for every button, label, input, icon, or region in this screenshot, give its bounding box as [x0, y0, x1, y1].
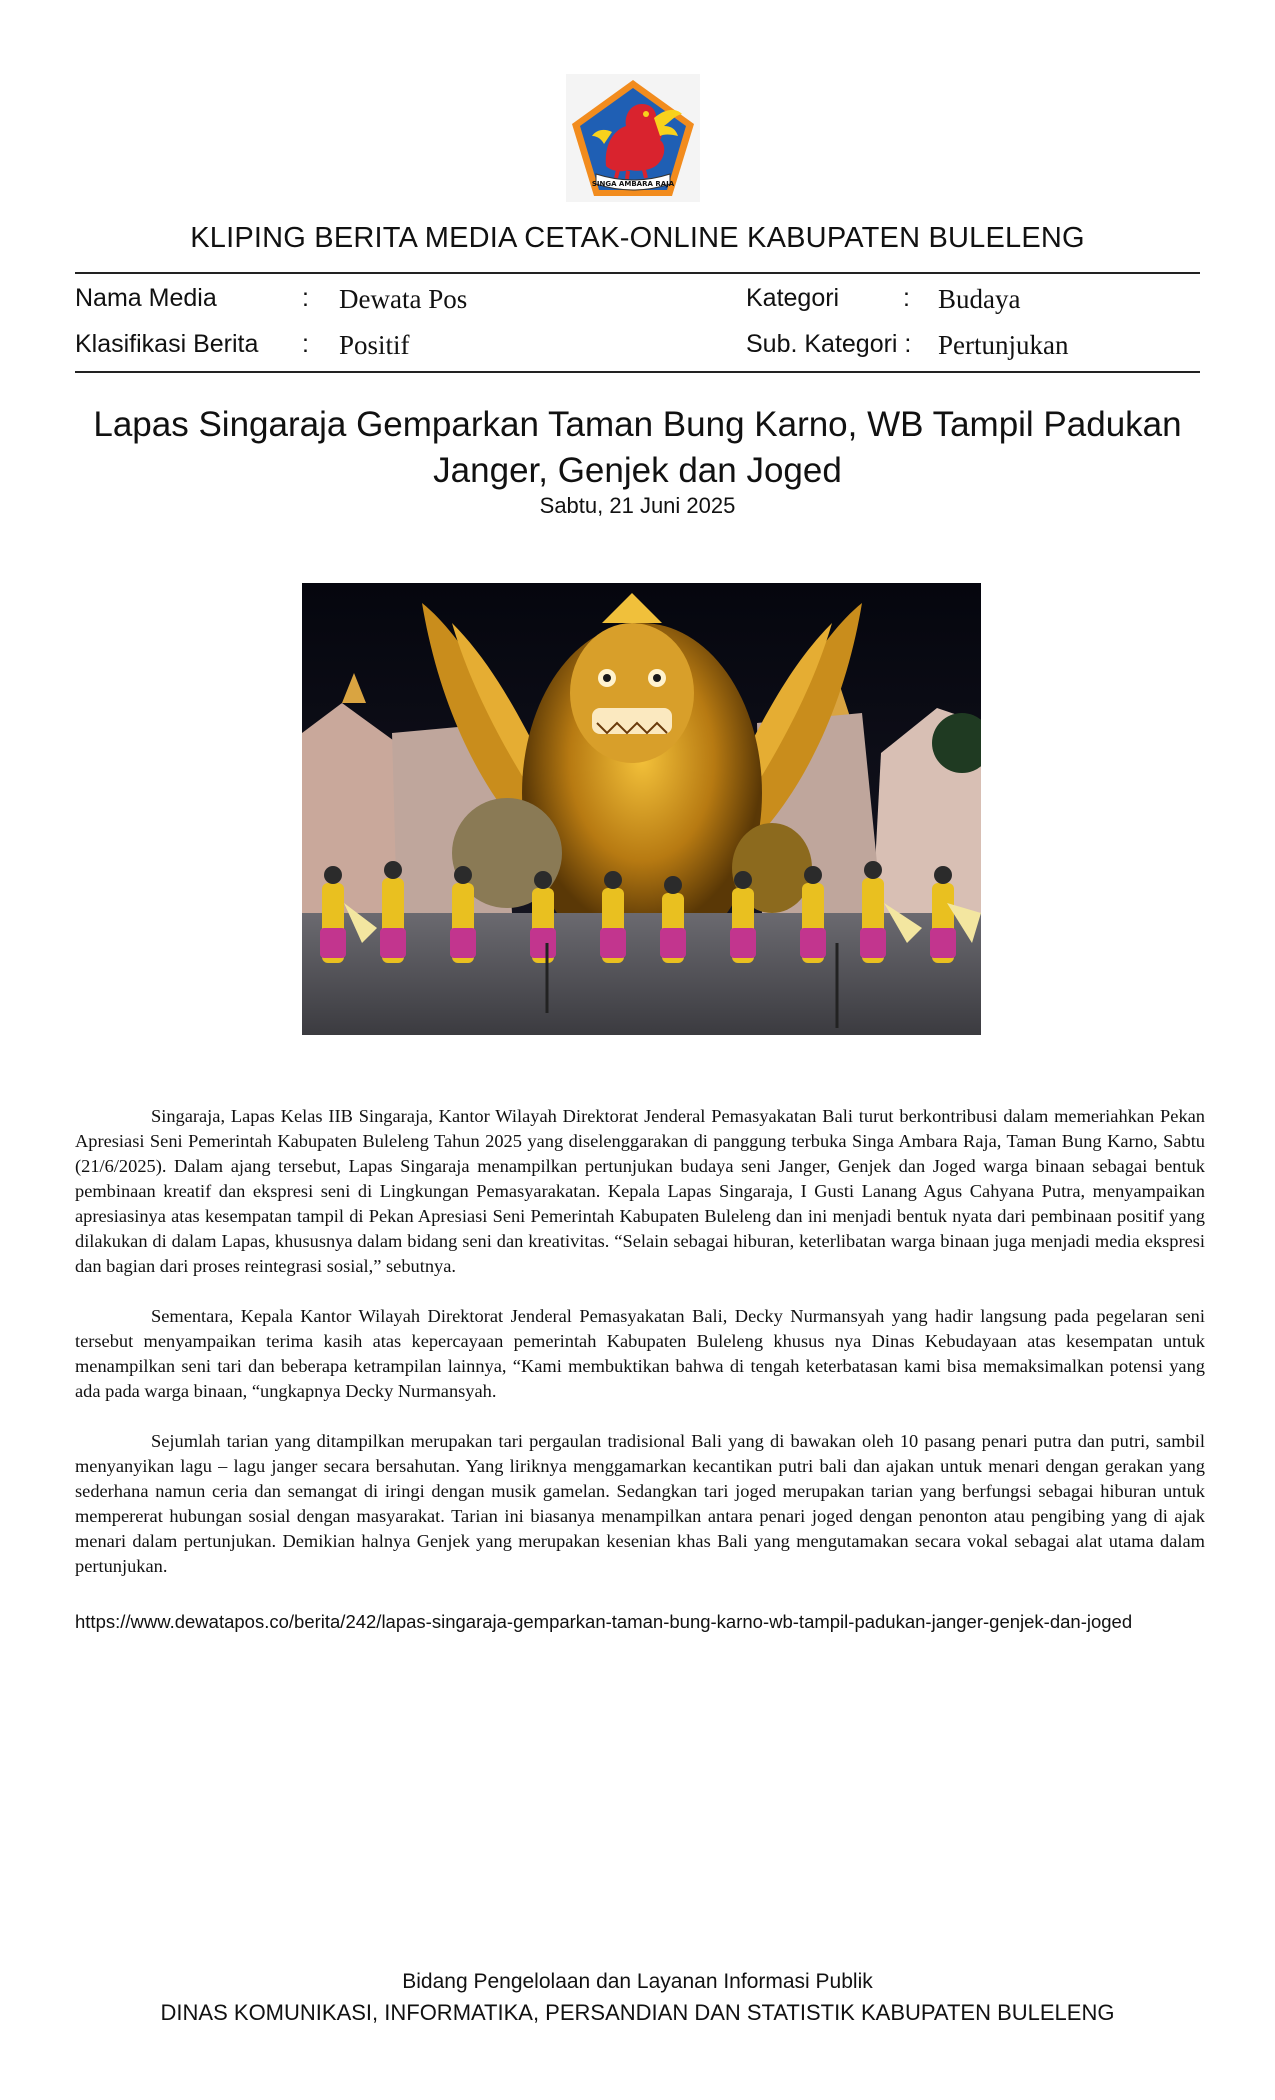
sub-kategori-label: Sub. Kategori :: [746, 330, 912, 358]
klasifikasi-berita-label: Klasifikasi Berita: [75, 330, 259, 358]
article-body: [75, 1104, 1205, 1604]
article-paragraph-2: Sementara, Kepala Kantor Wilayah Direktorat Jenderal Pemasyakatan Bali, Decky Nurmansyah yang hadir langsung pada pegelaran seni tersebut menyampaikan terima kasih atas kepercayaan pemerintah Kabupaten Buleleng khusus nya Dinas Kebudayaan atas kesempatan untuk menampilkan seni tari dan beberapa ketrampilan lainnya, “Kami membuktikan bahwa di tengah keterbatasan kami bisa memaksimalkan potensi yang ada pada warga binaan, “ungkapnya Decky Nurmansyah.: [75, 1306, 1205, 1401]
kategori-label: Kategori: [746, 284, 840, 312]
article-paragraph-3: Sejumlah tarian yang ditampilkan merupakan tari pergaulan tradisional Bali yang di bawakan oleh 10 pasang penari putra dan putri, sambil menyanyikan lagu – lagu janger secara bersahutan. Yang liriknya menggamarkan kecantikan putri bali dan ajakan untuk menari dengan gerakan yang sederhana namun ceria dan semangat di iringi dengan musik gamelan. Sedangkan tari joged merupakan tarian yang berfungsi sebagai hiburan untuk mempererat hubungan sosial dengan masyarakat. Tarian ini biasanya menampilkan antara penari joged dengan penonton atau pengibing yang di ajak menari dalam pertunjukan. Demikian halnya Genjek yang merupakan kesenian khas Bali yang mengutamakan secara vokal sebagai alat utama dalam pertunjukan.: [75, 1431, 1205, 1576]
bottom-divider: [75, 371, 1200, 373]
page-title: KLIPING BERITA MEDIA CETAK-ONLINE KABUPATEN BULELENG: [190, 222, 1085, 254]
article-date: Sabtu, 21 Juni 2025: [539, 493, 736, 518]
article-title: Lapas Singaraja Gemparkan Taman Bung Karno, WB Tampil Padukan Janger, Genjek dan Joged: [93, 405, 1182, 490]
nama-media-label: Nama Media: [75, 284, 217, 312]
top-divider: [75, 272, 1200, 274]
footer-department: Bidang Pengelolaan dan Layanan Informasi Publik: [402, 1970, 873, 1993]
kategori-value: Budaya: [938, 284, 1021, 314]
logo-text: SINGA AMBARA RAJA: [591, 180, 675, 188]
nama-media-colon: :: [302, 284, 309, 312]
article-paragraph-1: Singaraja, Lapas Kelas IIB Singaraja, Kantor Wilayah Direktorat Jenderal Pemasyakatan Bali turut berkontribusi dalam memeriahkan Pekan Apresiasi Seni Pemerintah Kabupaten Buleleng Tahun 2025 yang diselenggarakan di panggung terbuka Singa Ambara Raja, Taman Bung Karno, Sabtu (21/6/2025). Dalam ajang tersebut, Lapas Singaraja menampilkan pertunjukan budaya seni Janger, Genjek dan Joged warga binaan sebagai bentuk pembinaan kreatif dan ekspresi seni di Lingkungan Pemasyarakatan. Kepala Lapas Singaraja, I Gusti Lanang Agus Cahyana Putra, menyampaikan apresiasinya atas kesempatan tampil di Pekan Apresiasi Seni Pemerintah Kabupaten Buleleng dan ini menjadi bentuk nyata dari pembinaan positif yang dilakukan di dalam Lapas, khususnya dalam bidang seni dan kreativitas. “Selain sebagai hiburan, keterlibatan warga binaan juga menjadi media ekspresi dan bagian dari proses reintegrasi sosial,” sebutnya.: [75, 1106, 1205, 1276]
source-url-link[interactable]: https://www.dewatapos.co/berita/242/lapas-singaraja-gemparkan-taman-bung-karno-wb-tampil-padukan-janger-genjek-dan-joged: [75, 1611, 1133, 1632]
nama-media-value: Dewata Pos: [339, 284, 468, 314]
garuda-statue-dancers-photo-icon: [302, 583, 981, 1035]
klasifikasi-berita-value: Positif: [339, 330, 410, 360]
sub-kategori-value: Pertunjukan: [938, 330, 1069, 360]
kategori-colon: :: [903, 284, 910, 312]
footer-agency: DINAS KOMUNIKASI, INFORMATIKA, PERSANDIAN DAN STATISTIK KABUPATEN BULELENG: [160, 2000, 1115, 2025]
klasifikasi-berita-colon: :: [302, 330, 309, 358]
singa-ambara-raja-crest-icon: [566, 74, 700, 202]
